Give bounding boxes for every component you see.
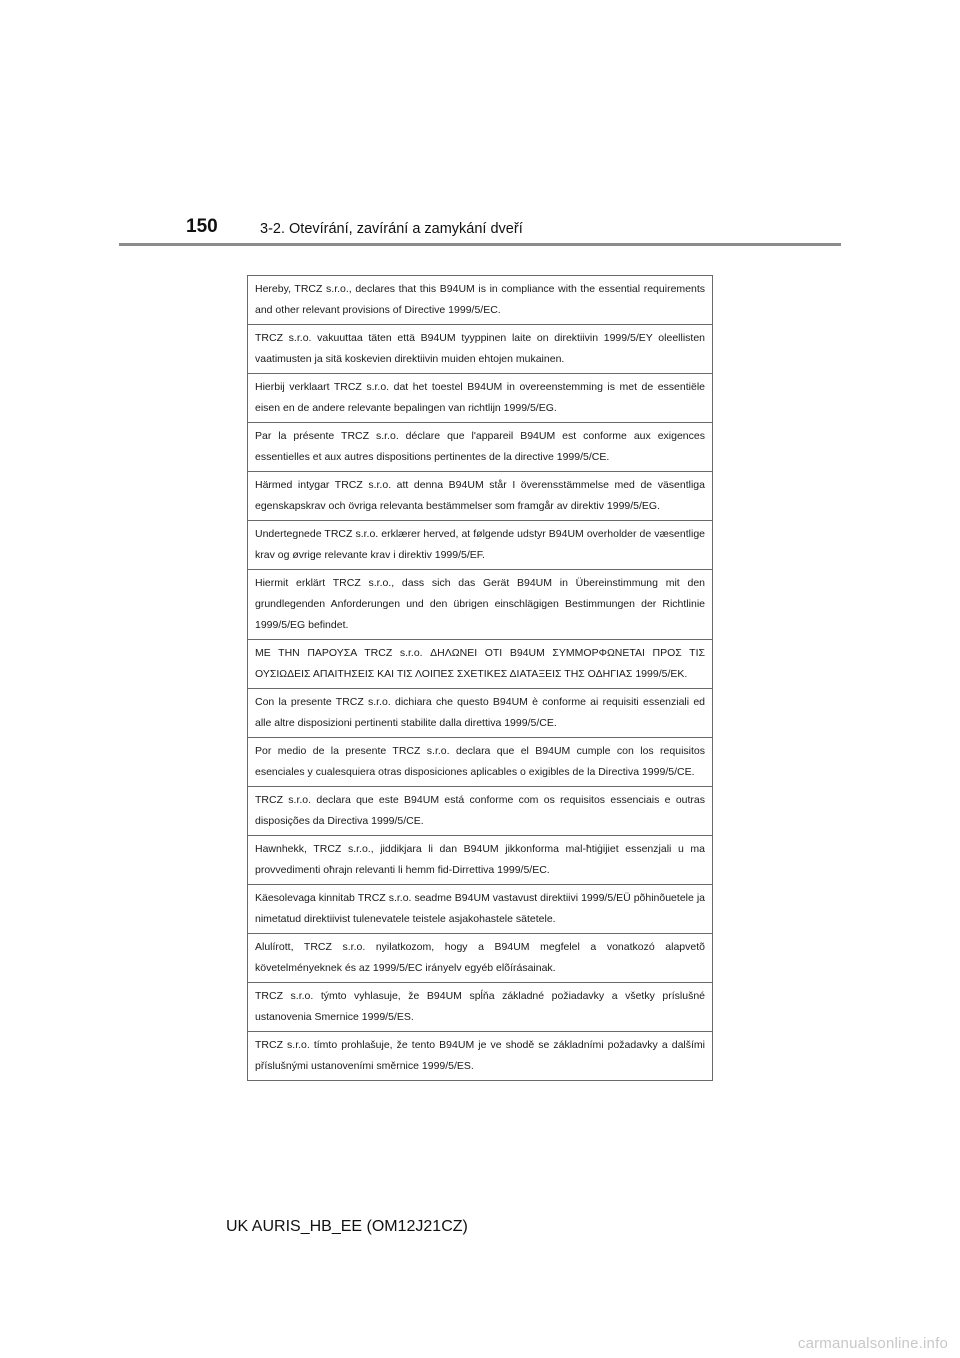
section-title: 3-2. Otevírání, zavírání a zamykání dveří: [260, 221, 523, 237]
declaration-row-sv: Härmed intygar TRCZ s.r.o. att denna B94UM står I överensstämmelse med de väsentliga egenskapskrav och övriga relevanta bestämmelser som framgår av direktiv 1999/5/EG.: [248, 471, 712, 520]
declaration-row-de: Hiermit erklärt TRCZ s.r.o., dass sich das Gerät B94UM in Übereinstimmung mit den grundlegenden Anforderungen und den übrigen einschlägigen Bestimmungen der Richtlinie 1999/5/EG befindet.: [248, 569, 712, 639]
page-number: 150: [186, 216, 218, 237]
declaration-row-hu: Alulírott, TRCZ s.r.o. nyilatkozom, hogy a B94UM megfelel a vonatkozó alapvetõ követelményeknek és az 1999/5/EC irányelv egyéb elõírásainak.: [248, 933, 712, 982]
declaration-row-fr: Par la présente TRCZ s.r.o. déclare que l'appareil B94UM est conforme aux exigences essentielles et aux autres dispositions pertinentes de la directive 1999/5/CE.: [248, 422, 712, 471]
header-divider: [119, 243, 841, 246]
declaration-row-es: Por medio de la presente TRCZ s.r.o. declara que el B94UM cumple con los requisitos esenciales y cualesquiera otras disposiciones aplicables o exigibles de la Directiva 1999/5/CE.: [248, 737, 712, 786]
declaration-row-sk: TRCZ s.r.o. týmto vyhlasuje, že B94UM spĺňa základné požiadavky a všetky príslušné ustanovenia Smernice 1999/5/ES.: [248, 982, 712, 1031]
document-id: UK AURIS_HB_EE (OM12J21CZ): [226, 1218, 468, 1235]
declaration-row-fi: TRCZ s.r.o. vakuuttaa täten että B94UM tyyppinen laite on direktiivin 1999/5/EY oleellisten vaatimusten ja sitä koskevien direktiivin muiden ehtojen mukainen.: [248, 324, 712, 373]
declaration-row-da: Undertegnede TRCZ s.r.o. erklærer herved, at følgende udstyr B94UM overholder de væsentlige krav og øvrige relevante krav i direktiv 1999/5/EF.: [248, 520, 712, 569]
declaration-row-mt: Hawnhekk, TRCZ s.r.o., jiddikjara li dan B94UM jikkonforma mal-ħtiġijiet essenzjali u ma provvedimenti oħrajn relevanti li hemm fid-Dirrettiva 1999/5/EC.: [248, 835, 712, 884]
watermark: carmanualsonline.info: [797, 1335, 948, 1352]
declaration-row-it: Con la presente TRCZ s.r.o. dichiara che questo B94UM è conforme ai requisiti essenziali ed alle altre disposizioni pertinenti stabilite dalla direttiva 1999/5/CE.: [248, 688, 712, 737]
declaration-row-nl: Hierbij verklaart TRCZ s.r.o. dat het toestel B94UM in overeenstemming is met de essentiële eisen en de andere relevante bepalingen van richtlijn 1999/5/EG.: [248, 373, 712, 422]
declaration-row-pt: TRCZ s.r.o. declara que este B94UM está conforme com os requisitos essenciais e outras disposições da Directiva 1999/5/CE.: [248, 786, 712, 835]
declaration-row-et: Käesolevaga kinnitab TRCZ s.r.o. seadme B94UM vastavust direktiivi 1999/5/EÜ põhinõuetele ja nimetatud direktiivist tulenevatele teistele asjakohastele sätetele.: [248, 884, 712, 933]
declaration-row-en: Hereby, TRCZ s.r.o., declares that this B94UM is in compliance with the essential requirements and other relevant provisions of Directive 1999/5/EC.: [255, 283, 705, 316]
declaration-table: [247, 275, 713, 1081]
declaration-row-cs: TRCZ s.r.o. tímto prohlašuje, že tento B94UM je ve shodě se základními požadavky a dalšími příslušnými ustanoveními směrnice 1999/5/ES.: [248, 1031, 712, 1080]
declaration-row-el: ΜΕ ΤΗΝ ΠΑΡΟΥΣΑ TRCZ s.r.o. ΔΗΛΩΝΕΙ ΟΤΙ B94UM ΣΥΜΜΟΡΦΩΝΕΤΑΙ ΠΡΟΣ ΤΙΣ ΟΥΣΙΩΔΕΙΣ ΑΠΑΙΤΗΣΕΙΣ ΚΑΙ ΤΙΣ ΛΟΙΠΕΣ ΣΧΕΤΙΚΕΣ ΔΙΑΤΑΞΕΙΣ ΤΗΣ ΟΔΗΓΙΑΣ 1999/5/ΕΚ.: [248, 639, 712, 688]
